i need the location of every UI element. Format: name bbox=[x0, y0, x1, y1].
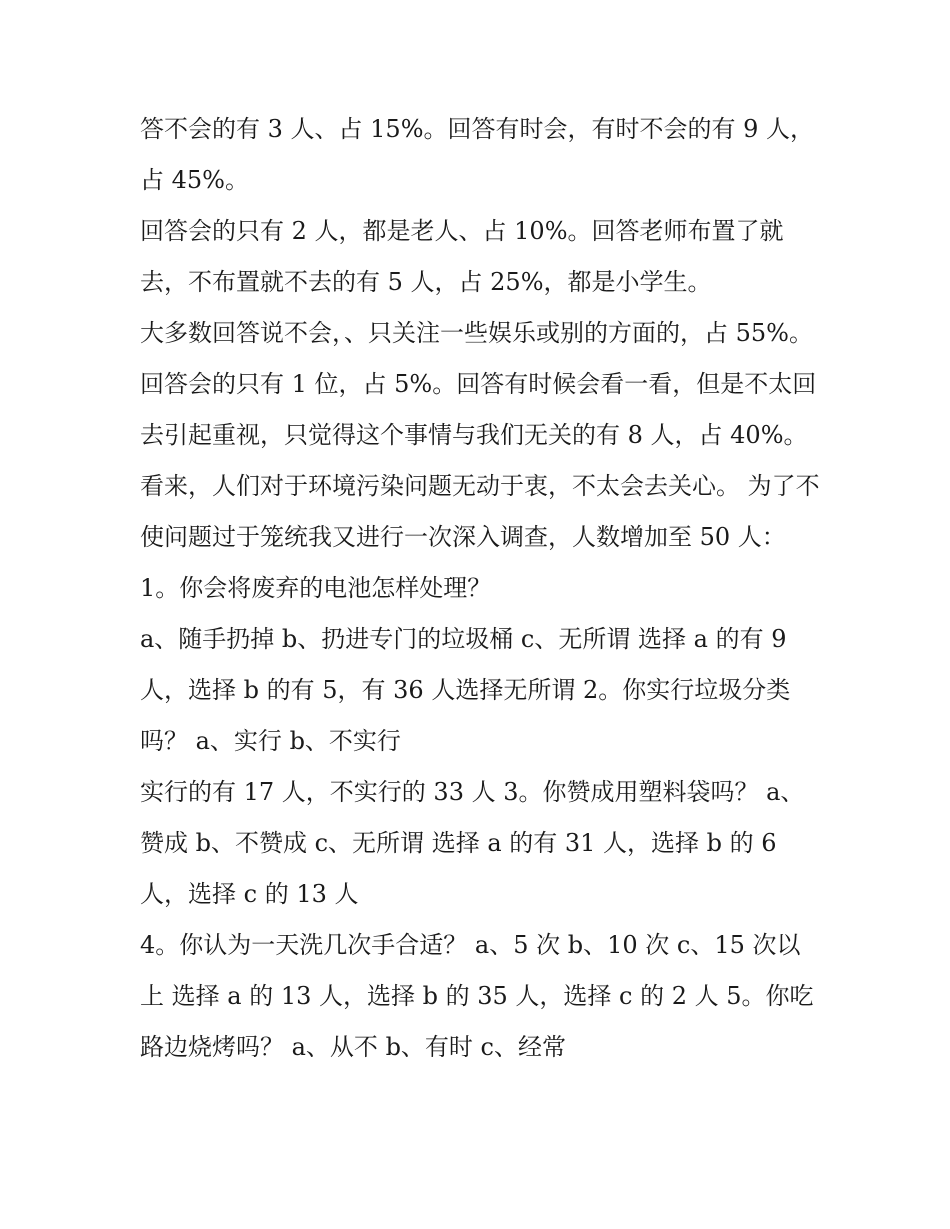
paragraph-7: 4。你认为一天洗几次手合适？ a、5 次 b、10 次 c、15 次以上 选择 a 的 13 人，选择 b 的 35 人，选择 c 的 2 人 5。你吃路边烧烤吗？ a、从不 b、有时 c、经常 bbox=[140, 931, 814, 1061]
paragraph-5: a、随手扔掉 b、扔进专门的垃圾桶 c、无所谓 选择 a 的有 9 人，选择 b 的有 5，有 36 人选择无所谓 2。你实行垃圾分类吗？ a、实行 b、不实行 bbox=[140, 625, 791, 755]
paragraph-4: 看来，人们对于环境污染问题无动于衷，不太会去关心。 为了不使问题过于笼统我又进行一次深入调查，人数增加至 50 人： 1。你会将废弃的电池怎样处理？ bbox=[140, 472, 820, 602]
paragraph-6: 实行的有 17 人，不实行的 33 人 3。你赞成用塑料袋吗？ a、赞成 b、不赞成 c、无所谓 选择 a 的有 31 人，选择 b 的 6 人，选择 c 的 13 人 bbox=[140, 778, 805, 908]
paragraph-3: 大多数回答说不会，、只关注一些娱乐或别的方面的，占 55%。回答会的只有 1 位，占 5%。回答有时候会看一看，但是不太回去引起重视，只觉得这个事情与我们无关的有 8 人，占 40%。 bbox=[140, 319, 817, 449]
document-body bbox=[140, 104, 820, 1073]
paragraph-1: 答不会的有 3 人、占 15%。回答有时会，有时不会的有 9 人，占 45%。 bbox=[140, 115, 815, 194]
paragraph-2: 回答会的只有 2 人，都是老人、占 10%。回答老师布置了就去，不布置就不去的有 5 人，占 25%，都是小学生。 bbox=[140, 217, 784, 296]
